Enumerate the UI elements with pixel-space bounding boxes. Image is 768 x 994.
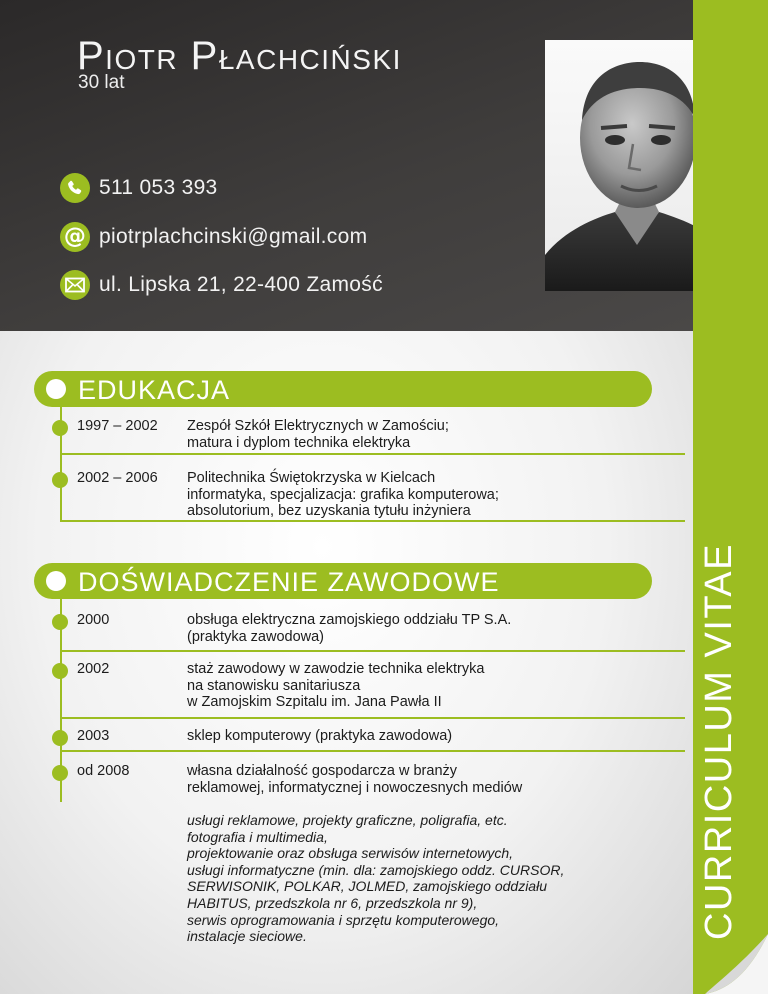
experience-date: 2000 xyxy=(77,612,110,628)
experience-date: od 2008 xyxy=(77,763,130,779)
timeline-dot xyxy=(52,663,68,679)
row-divider xyxy=(61,520,685,522)
sidebar-title: CURRICULUM VITAE xyxy=(698,543,740,940)
row-divider xyxy=(61,750,685,752)
services-note: usługi reklamowe, projekty graficzne, poligrafia, etc. fotografia i multimedia, projektowanie oraz obsługa serwisów internetowych, usługi informatyczne (min. dla: zamojskiego oddz. CURSOR, SERWISONIK, POLKAR, JOLMED, zamojskiego oddziału HABITUS, przedszkola nr 6, przedszkola nr 9), serwis oprogramowania i sprzętu komputerowego, instalacje sieciowe. xyxy=(187,812,565,945)
bullet-icon xyxy=(46,571,66,591)
experience-desc: obsługa elektryczna zamojskiego oddziału TP S.A. (praktyka zawodowa) xyxy=(187,612,512,645)
email-address: piotrplachcinski@gmail.com xyxy=(99,225,368,248)
experience-header xyxy=(34,563,652,599)
bullet-icon xyxy=(46,379,66,399)
phone-number: 511 053 393 xyxy=(99,176,218,199)
phone-icon xyxy=(60,173,90,203)
timeline-dot xyxy=(52,614,68,630)
contact-email xyxy=(60,221,367,253)
person-age: 30 lat xyxy=(78,72,125,93)
experience-date: 2003 xyxy=(77,728,110,744)
timeline-dot xyxy=(52,730,68,746)
timeline-dot xyxy=(52,420,68,436)
experience-desc: staż zawodowy w zawodzie technika elektryka na stanowisku sanitariusza w Zamojskim Szpitalu im. Jana Pawła II xyxy=(187,661,485,710)
timeline-dot xyxy=(52,472,68,488)
experience-desc: własna działalność gospodarcza w branży reklamowej, informatycznej i nowoczesnych mediów xyxy=(187,763,523,796)
education-date: 2002 – 2006 xyxy=(77,470,158,486)
envelope-icon xyxy=(60,270,90,300)
education-header xyxy=(34,371,652,407)
row-divider xyxy=(61,453,685,455)
page-curl-corner xyxy=(705,934,768,994)
row-divider xyxy=(61,650,685,652)
timeline-dot xyxy=(52,765,68,781)
at-sign-icon: @ xyxy=(60,222,90,252)
contact-address xyxy=(60,269,383,301)
education-title: EDUKACJA xyxy=(78,375,231,405)
experience-desc: sklep komputerowy (praktyka zawodowa) xyxy=(187,728,453,744)
experience-title: DOŚWIADCZENIE ZAWODOWE xyxy=(78,567,500,597)
education-date: 1997 – 2002 xyxy=(77,418,158,434)
experience-date: 2002 xyxy=(77,661,110,677)
row-divider xyxy=(61,717,685,719)
education-desc: Politechnika Świętokrzyska w Kielcach informatyka, specjalizacja: grafika komputerowa; absolutorium, bez uzyskania tytułu inżyniera xyxy=(187,470,499,519)
contact-phone xyxy=(60,172,218,204)
postal-address: ul. Lipska 21, 22-400 Zamość xyxy=(99,273,383,296)
education-desc: Zespół Szkół Elektrycznych w Zamościu; matura i dyplom technika elektryka xyxy=(187,418,449,451)
person-name: Piotr Płachciński xyxy=(77,34,402,78)
